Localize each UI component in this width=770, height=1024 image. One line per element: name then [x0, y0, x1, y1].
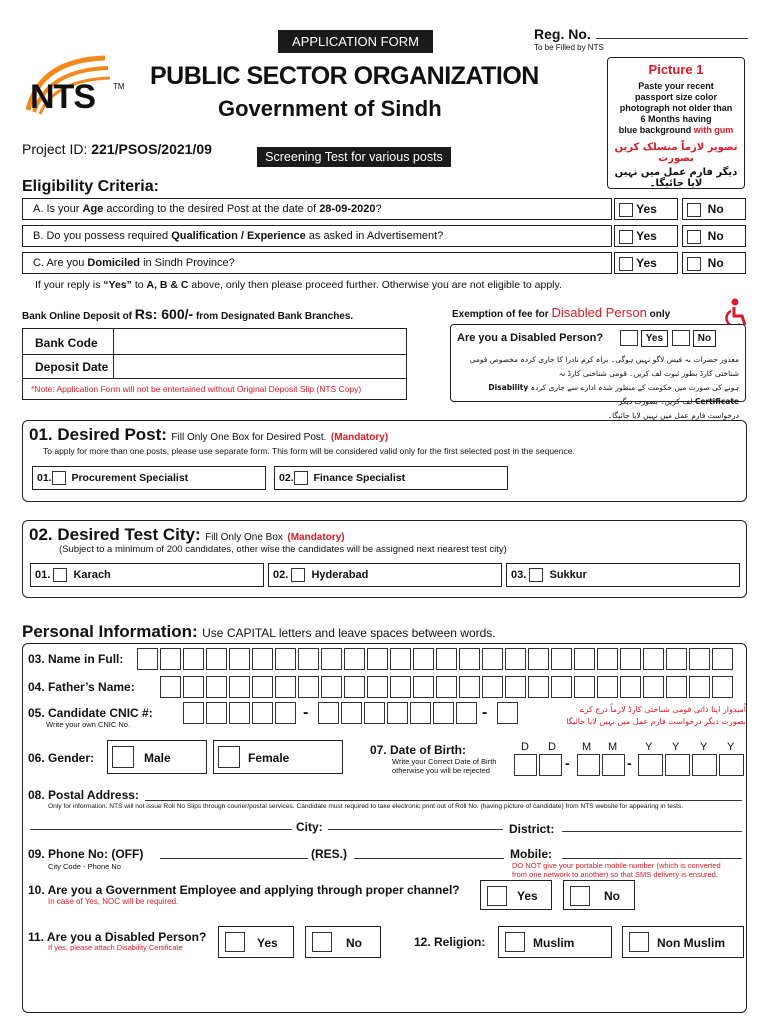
govt-employee-no[interactable]: No	[563, 880, 635, 910]
exemption-no[interactable]: No	[672, 330, 716, 346]
postal-label: 08. Postal Address:	[28, 788, 139, 802]
desired-city-section: 02. Desired Test City: Fill Only One Box (Mandatory) (Subject to a minimum of 200 candidates, other wise the candidates will be assigned next nearest test city)	[22, 520, 747, 598]
disabled-question: 11. Are you a Disabled Person?	[28, 930, 207, 944]
dob-day-field[interactable]	[514, 754, 562, 776]
dob-letter-7: Y	[700, 741, 708, 753]
eligibility-c-no[interactable]: No	[682, 252, 746, 274]
org-title: PUBLIC SECTOR ORGANIZATION	[150, 62, 539, 90]
govt-title: Government of Sindh	[218, 96, 442, 121]
govt-employee-yes[interactable]: Yes	[480, 880, 552, 910]
postal-note: Only for information: NTS will not issue Roll No Slips through courier/postal services. Candidate must required to take electronic print out of Roll No. (having picture of candidate) from NTS website for appearing in tests.	[48, 803, 684, 810]
cnic-label: 05. Candidate CNIC #:	[28, 706, 153, 720]
bank-box: Bank Code Deposit Date *Note: Application Form will not be entertained without Original Deposit Slip (NTS Copy)	[22, 328, 407, 400]
cnic-dash-1: -	[303, 704, 309, 721]
cnic-dash-2: -	[482, 704, 488, 721]
dob-year-field[interactable]	[638, 754, 744, 776]
eligibility-b-no[interactable]: No	[682, 225, 746, 247]
eligibility-row-b: B. Do you possess required Qualification / Experience as asked in Advertisement?	[22, 225, 612, 247]
eligibility-row-c: C. Are you Domiciled in Sindh Province?	[22, 252, 612, 274]
religion-non-muslim[interactable]: Non Muslim	[622, 926, 744, 958]
cnic-sublabel: Write your own CNIC No.	[46, 720, 131, 729]
mobile-field[interactable]	[562, 858, 742, 859]
dob-letter-4: M	[608, 741, 618, 753]
gender-female[interactable]: Female	[213, 740, 343, 774]
screening-label: Screening Test for various posts	[257, 147, 451, 167]
city-label: City:	[296, 820, 323, 834]
mobile-label: Mobile:	[510, 847, 552, 861]
phone-res-label: (RES.)	[311, 847, 347, 861]
post-option-1[interactable]: 01. Procurement Specialist	[32, 466, 266, 490]
exemption-title: Exemption of fee for Disabled Person only	[452, 305, 671, 320]
mobile-note: DO NOT give your portable mobile number (which is converted from one network to another) so that SMS delivery is ensured.	[512, 861, 721, 879]
dob-letter-8: Y	[727, 741, 735, 753]
father-name-field[interactable]	[160, 676, 733, 698]
dob-letter-6: Y	[672, 741, 680, 753]
father-label: 04. Father’s Name:	[28, 680, 135, 694]
disabled-note: If yes, please attach Disability Certificate	[48, 943, 183, 952]
name-label: 03. Name in Full:	[28, 652, 124, 666]
district-field[interactable]	[562, 831, 742, 832]
exemption-box: Are you a Disabled Person? معذور حضرات بہ فیس لاگو نہیں ہوگی۔ براہ کرم نادرا کا جاری کردہ مخصوص قومی شناختی کارڈ بطور ثبوت لف کریں۔ قومی شناختی کارڈ نہ ہونے کی صورت میں حکومت کے منظور شدہ ادارے سے جاری کردہ Disability Certificate لف کریں۔ بصورت دیگر درخواست فارم عمل میں نہیں لایا جائیگا۔	[450, 324, 746, 402]
phone-sublabel: City Code - Phone No	[48, 862, 121, 871]
dob-dash-1: -	[565, 755, 570, 771]
city-option-2[interactable]: 02. Hyderabad	[268, 563, 502, 587]
religion-label: 12. Religion:	[414, 935, 486, 949]
dob-letter-2: D	[548, 741, 556, 753]
desired-post-section: 01. Desired Post: Fill Only One Box for Desired Post. (Mandatory) To apply for more than one posts, please use separate form. This form will be considered valid only for the first selected post in the sequence.	[22, 420, 747, 502]
dob-sublabel: Write your Correct Date of Birth otherwise you will be rejected	[392, 757, 497, 775]
dob-letter-1: D	[521, 741, 529, 753]
dob-dash-2: -	[627, 755, 632, 771]
eligibility-note: If your reply is “Yes” to A, B & C above, only then please proceed further. Otherwise you are not eligible to apply.	[35, 279, 562, 291]
gender-male[interactable]: Male	[107, 740, 207, 774]
govt-employee-note: In case of Yes, NOC will be required.	[48, 897, 179, 906]
eligibility-row-a: A. Is your Age according to the desired Post at the date of 28-09-2020?	[22, 198, 612, 220]
bank-deposit-label: Bank Online Deposit of Rs: 600/- from Designated Bank Branches.	[22, 306, 354, 322]
phone-off-field[interactable]	[160, 858, 308, 859]
exemption-yes[interactable]: Yes	[620, 330, 668, 346]
reg-no-label: Reg. No.	[534, 26, 591, 42]
dob-month-field[interactable]	[577, 754, 625, 776]
postal-address-line2[interactable]	[30, 829, 292, 830]
application-form-label: APPLICATION FORM	[278, 30, 433, 53]
post-option-2[interactable]: 02. Finance Specialist	[274, 466, 508, 490]
disabled-yes[interactable]: Yes	[218, 926, 294, 958]
disabled-no[interactable]: No	[305, 926, 381, 958]
phone-label: 09. Phone No: (OFF)	[28, 847, 144, 861]
cnic-field-2[interactable]	[318, 702, 477, 724]
gender-label: 06. Gender:	[28, 751, 95, 765]
city-option-1[interactable]: 01. Karach	[30, 563, 264, 587]
postal-address-field[interactable]	[145, 800, 742, 801]
reg-no-field[interactable]	[596, 38, 748, 39]
deposit-date-field[interactable]	[114, 354, 404, 376]
cnic-field-3[interactable]	[497, 702, 518, 724]
district-label: District:	[509, 822, 555, 836]
picture-box[interactable]: Picture 1 Paste your recent passport size color photograph not older than 6 Months having blue background with gum تصویر لازماً منسلک کریں بصورت دیگر فارم عمل میں نہیں لایا جائیگا۔	[607, 57, 745, 189]
filled-by-note: To be Filled by NTS	[534, 43, 604, 52]
dob-letter-5: Y	[645, 741, 653, 753]
name-field[interactable]	[137, 648, 733, 670]
eligibility-title: Eligibility Criteria:	[22, 178, 159, 195]
dob-letter-3: M	[582, 741, 592, 753]
govt-employee-question: 10. Are you a Government Employee and applying through proper channel?	[28, 883, 460, 897]
nts-logo: NTS TM	[20, 50, 135, 130]
eligibility-b-yes[interactable]: Yes	[614, 225, 678, 247]
dob-label: 07. Date of Birth:	[370, 743, 467, 757]
eligibility-c-yes[interactable]: Yes	[614, 252, 678, 274]
cnic-urdu-note: اُمیدوار اپنا ذاتی قومی شناختی کارڈ لازماً درج کرے بصورت دیگر درخواست فارم عمل میں نہیں لایا جائیگا	[566, 705, 746, 726]
phone-res-field[interactable]	[354, 858, 504, 859]
project-id: Project ID: 221/PSOS/2021/09	[22, 141, 212, 157]
eligibility-a-yes[interactable]: Yes	[614, 198, 678, 220]
cnic-field-1[interactable]	[183, 702, 296, 724]
religion-muslim[interactable]: Muslim	[498, 926, 612, 958]
bank-code-field[interactable]	[114, 330, 404, 352]
city-option-3[interactable]: 03. Sukkur	[506, 563, 740, 587]
city-field[interactable]	[328, 829, 503, 830]
personal-title: Personal Information: Use CAPITAL letters and leave spaces between words.	[22, 622, 496, 641]
eligibility-a-no[interactable]: No	[682, 198, 746, 220]
